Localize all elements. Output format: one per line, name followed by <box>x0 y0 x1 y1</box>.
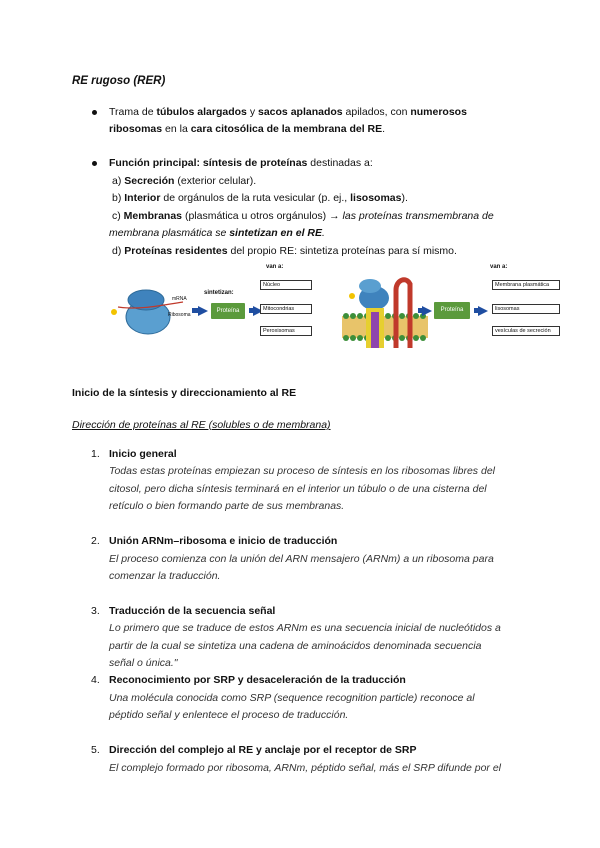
step-text: señal o única." <box>109 657 178 669</box>
text-bold: cara citosólica de la membrana del RE <box>190 123 383 135</box>
step-number: 1. <box>91 448 100 460</box>
step-text: péptido señal y enlentece el proceso de traducción. <box>109 709 349 721</box>
van-a-label: van a: <box>266 264 284 270</box>
bullet2-item-a <box>112 174 256 188</box>
step-text: partir de la cual se sintetiza una cadena de aminoácidos denominada secuencia <box>109 640 482 652</box>
text: Trama de <box>109 106 157 118</box>
step-text: El proceso comienza con la unión del ARN mensajero (ARNm) a un ribosoma para <box>109 553 494 565</box>
text-bold: lisosomas <box>350 192 402 204</box>
synth-label: sintetizan: <box>204 290 234 296</box>
text-bold: Proteínas residentes <box>124 245 228 257</box>
step-title: Dirección del complejo al RE y anclaje por el receptor de SRP <box>109 744 417 756</box>
figure-membrane-ribosome <box>340 262 560 354</box>
target-box: vesículas de secreción <box>492 326 560 336</box>
text: (plasmática u otros orgánulos) → <box>182 210 343 222</box>
figure-free-ribosome <box>108 262 318 344</box>
text-bold: Función principal: síntesis de proteínas <box>109 157 308 169</box>
text: destinadas a: <box>307 157 373 169</box>
step-title: Unión ARNm–ribosoma e inicio de traducción <box>109 535 338 547</box>
heading: RE rugoso (RER) <box>72 75 166 87</box>
bullet2-item-d <box>112 244 457 258</box>
ribosome-small-subunit <box>359 279 381 293</box>
bullet-dot <box>92 161 97 166</box>
text-italic: las proteínas transmembrana de <box>342 210 494 222</box>
mrna-label: mRNA <box>172 296 187 302</box>
target-box: Membrana plasmática <box>492 280 560 290</box>
step-text: Todas estas proteínas empiezan su proceso de síntesis en los ribosomas libres del <box>109 465 495 477</box>
text-bold: Membranas <box>123 210 183 222</box>
target-box: lisosomas <box>492 304 560 314</box>
text: apilados, con <box>342 106 411 118</box>
protein-dot <box>111 309 117 315</box>
text-italic: membrana plasmática se <box>109 227 230 239</box>
text-bold: Secreción <box>124 175 175 187</box>
bullet-dot <box>92 110 97 115</box>
text: b) <box>112 192 125 204</box>
step-text: Lo primero que se traduce de estos ARNm es una secuencia inicial de nucleótidos a <box>109 622 501 634</box>
target-box: Núcleo <box>260 280 312 290</box>
translocon-channel <box>371 312 379 348</box>
membrane-illustration <box>340 262 430 354</box>
bullet2-item-c-line1 <box>112 209 494 223</box>
membrane-core <box>342 316 428 338</box>
arrow-right-icon <box>422 306 432 316</box>
step-text: El complejo formado por ribosoma, ARNm, péptido señal, más el SRP difunde por el <box>109 762 501 774</box>
protein-box: Proteína <box>211 303 245 319</box>
bullet2-title <box>109 156 373 170</box>
bullet1-line2 <box>109 122 385 136</box>
text-bold: ribosomas <box>109 123 163 135</box>
ribosome-label: Ribosoma <box>168 312 191 318</box>
text-bold-italic: sintetizan en el RE <box>229 227 322 239</box>
text: d) <box>112 245 125 257</box>
text: . <box>322 227 325 239</box>
arrow-right-icon <box>198 306 208 316</box>
step-title: Inicio general <box>109 448 177 460</box>
text: ). <box>401 192 408 204</box>
step-title: Reconocimiento por SRP y desaceleración de la traducción <box>109 674 406 686</box>
bullet2-item-b <box>112 191 408 205</box>
text: a) <box>112 175 125 187</box>
step-number: 4. <box>91 674 100 686</box>
target-box: Peroxisomas <box>260 326 312 336</box>
step-title: Traducción de la secuencia señal <box>109 605 276 617</box>
text: en la <box>162 123 191 135</box>
step-number: 5. <box>91 744 100 756</box>
step-text: Una molécula conocida como SRP (sequence recognition particle) reconoce al <box>109 692 475 704</box>
text: y <box>246 106 258 118</box>
text: de orgánulos de la ruta vesicular (p. ej., <box>160 192 351 204</box>
step-number: 3. <box>91 605 100 617</box>
van-a-label: van a: <box>490 264 508 270</box>
text-bold: Interior <box>124 192 161 204</box>
section-title: Inicio de la síntesis y direccionamiento al RE <box>72 387 297 399</box>
text-bold: sacos aplanados <box>258 106 343 118</box>
subsection-title: Dirección de proteínas al RE (solubles o de membrana) <box>72 419 331 431</box>
target-box: Mitocondrias <box>260 304 312 314</box>
step-text: citosol, pero dicha síntesis terminará en el interior un túbulo o de una cisterna del <box>109 483 487 495</box>
text: . <box>382 123 386 135</box>
step-number: 2. <box>91 535 100 547</box>
text: del propio RE: sintetiza proteínas para sí mismo. <box>227 245 457 257</box>
text-bold: túbulos alargados <box>156 106 247 118</box>
step-text: retículo o bien formando parte de sus membranas. <box>109 500 345 512</box>
bullet1-line1 <box>109 105 467 119</box>
text-bold: numerosos <box>410 106 467 118</box>
protein-dot <box>349 293 355 299</box>
text: (exterior celular). <box>174 175 257 187</box>
bullet2-item-c-line2 <box>109 226 325 240</box>
text: c) <box>112 210 124 222</box>
step-text: comenzar la traducción. <box>109 570 221 582</box>
protein-box: Proteína <box>434 302 470 319</box>
arrow-right-icon <box>478 306 488 316</box>
